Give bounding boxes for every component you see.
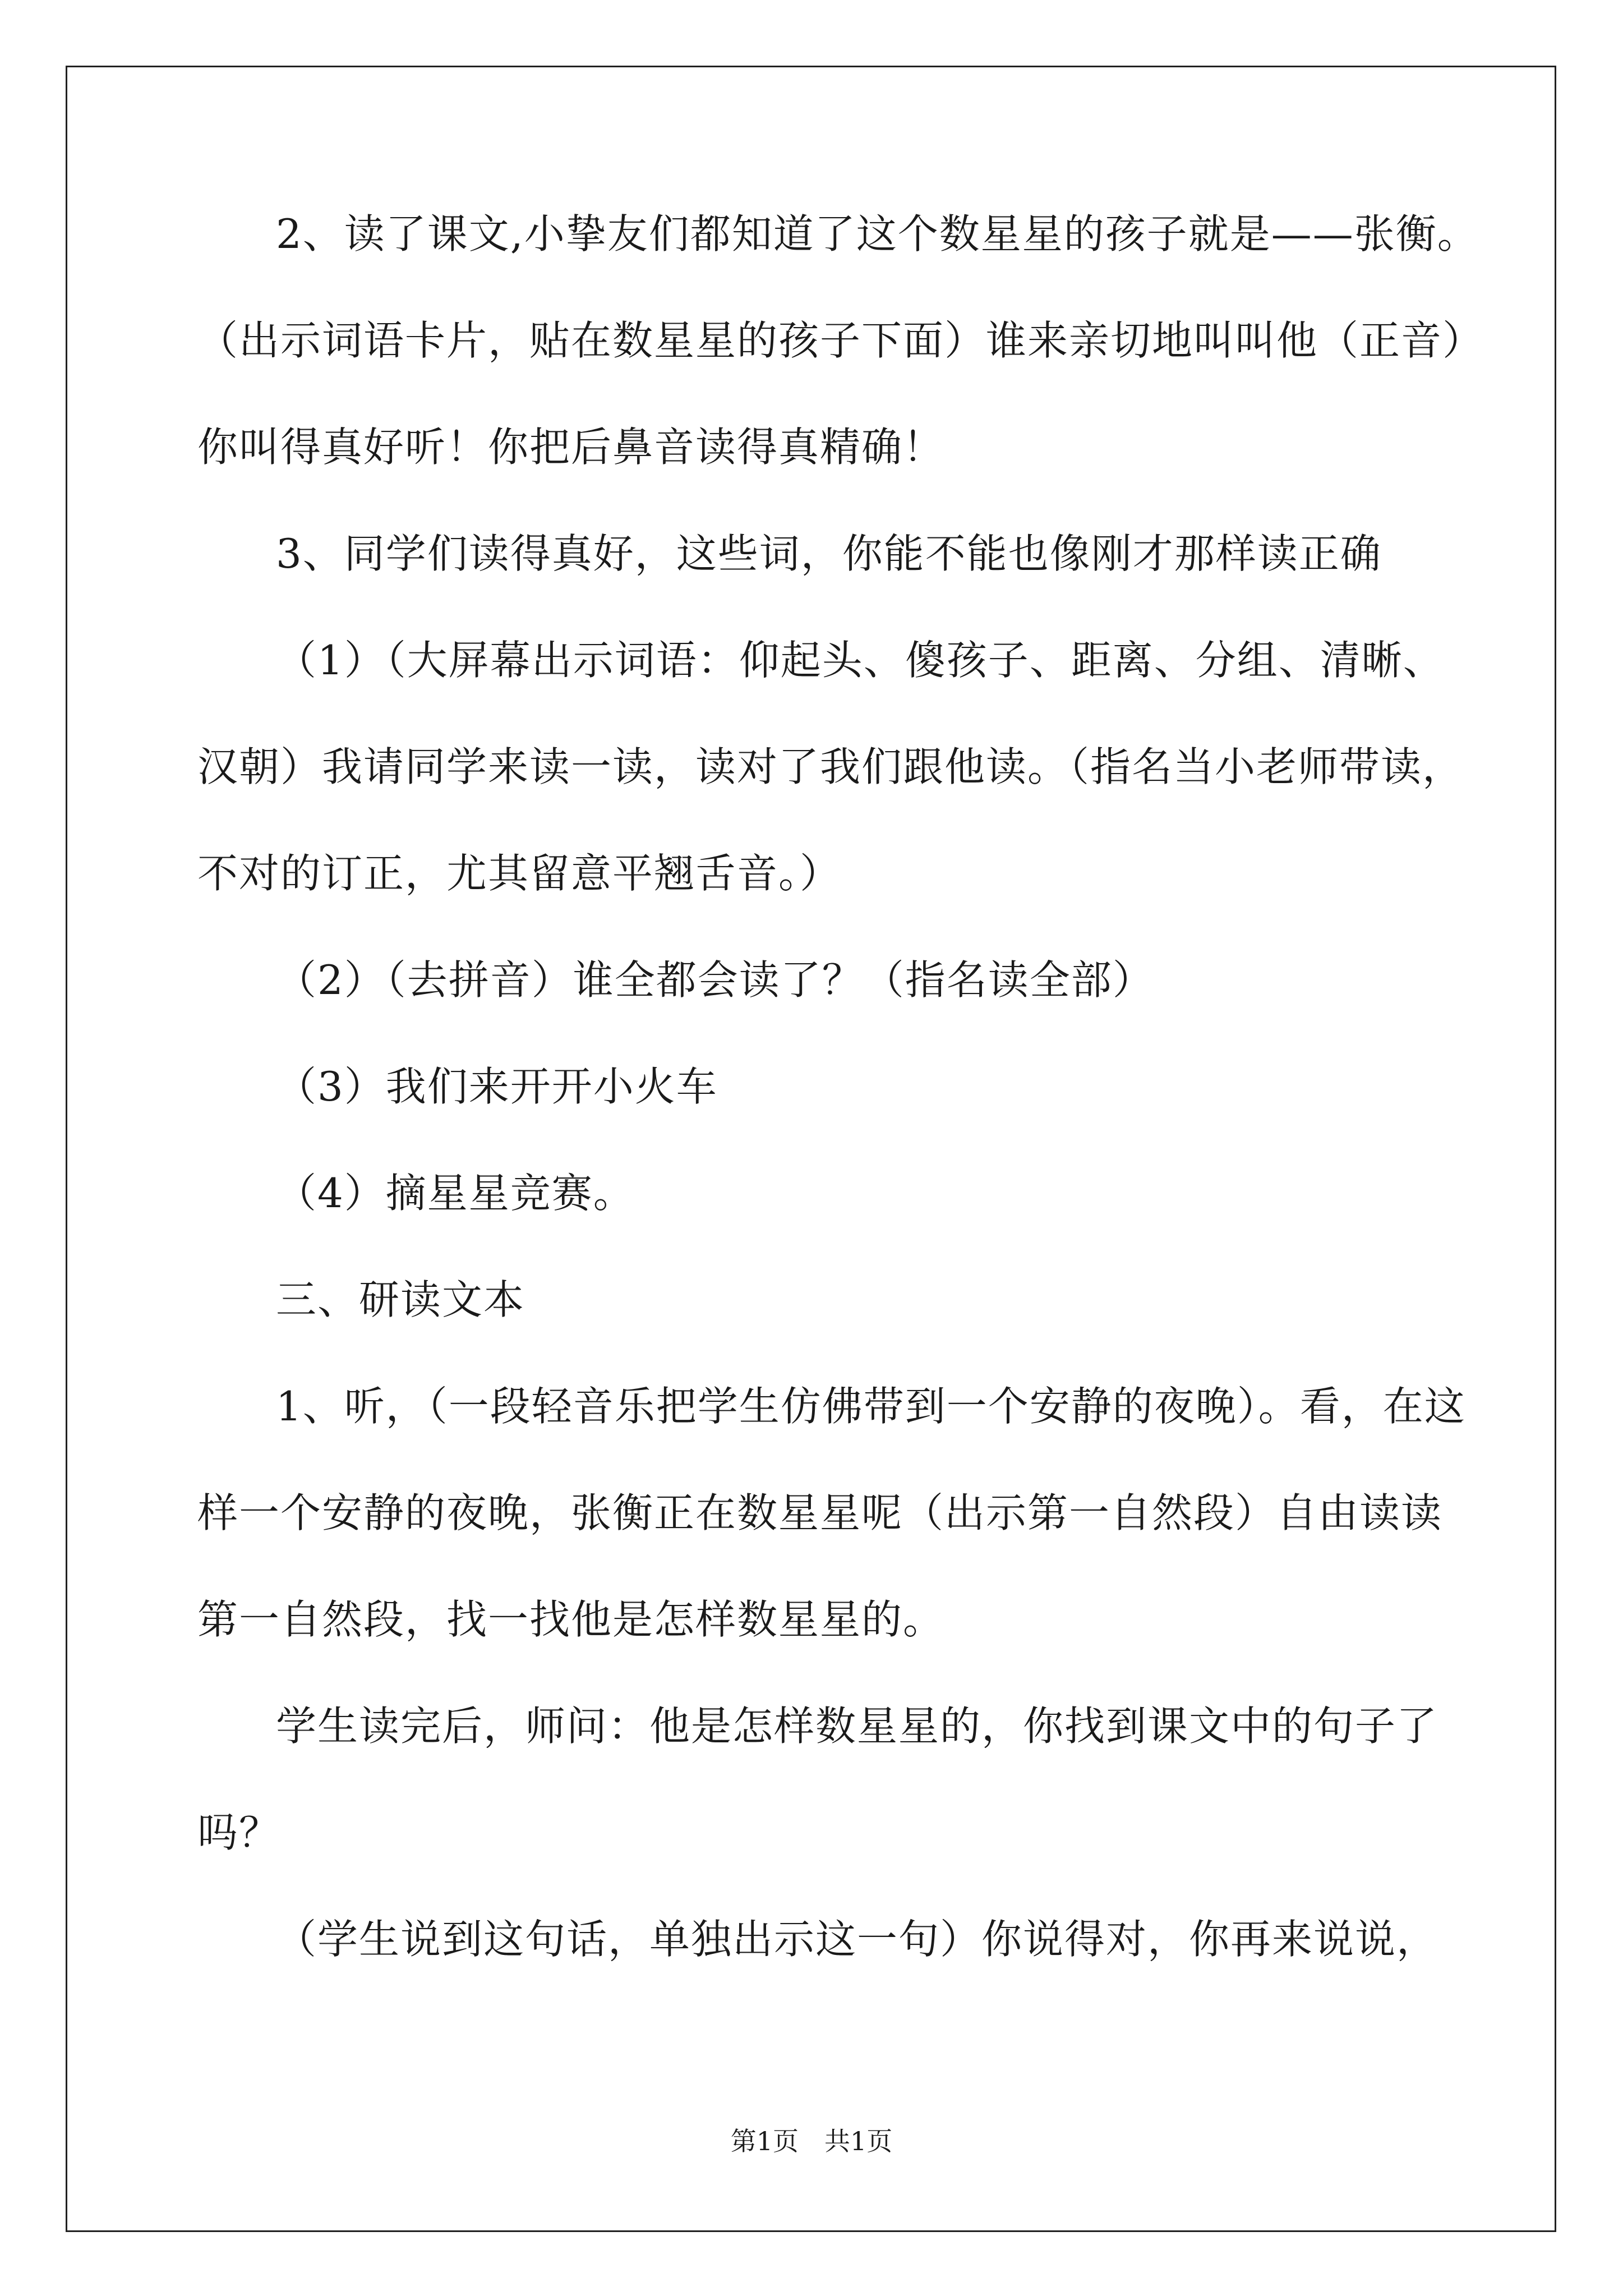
paragraph-line: （出示词语卡片，贴在数星星的孩子下面）谁来亲切地叫叫他（正音） bbox=[197, 317, 1484, 364]
paragraph-line: 汉朝）我请同学来读一读，读对了我们跟他读。（指名当小老师带读， bbox=[197, 743, 1464, 790]
page-border bbox=[66, 66, 1556, 2232]
paragraph-line: 3、同学们读得真好，这些词，你能不能也像刚才那样读正确 bbox=[276, 530, 1382, 577]
paragraph-line: 学生读完后，师问：他是怎样数星星的，你找到课文中的句子了 bbox=[276, 1703, 1438, 1750]
paragraph-line: 第一自然段，找一找他是怎样数星星的。 bbox=[197, 1596, 945, 1643]
paragraph-line: （1）（大屏幕出示词语：仰起头、傻孩子、距离、分组、清晰、 bbox=[276, 637, 1445, 684]
paragraph-line: 吗？ bbox=[197, 1809, 281, 1856]
paragraph-line: 不对的订正，尤其留意平翘舌音。） bbox=[197, 850, 842, 897]
paragraph-line: 2、读了课文,小挚友们都知道了这个数星星的孩子就是——张衡。 bbox=[276, 210, 1479, 257]
paragraph-line: （2）（去拼音）谁全都会读了？（指名读全部） bbox=[276, 956, 1154, 1004]
paragraph-line: （3）我们来开开小火车 bbox=[276, 1063, 718, 1110]
paragraph-line: 样一个安静的夜晚，张衡正在数星星呢（出示第一自然段）自由读读 bbox=[197, 1489, 1443, 1536]
paragraph-line: （4）摘星星竞赛。 bbox=[276, 1170, 635, 1217]
paragraph-line: 1、听，（一段轻音乐把学生仿佛带到一个安静的夜晚）。看，在这 bbox=[276, 1383, 1466, 1430]
paragraph-line: （学生说到这句话，单独出示这一句）你说得对，你再来说说， bbox=[276, 1916, 1438, 1963]
section-heading: 三、研读文本 bbox=[276, 1276, 525, 1323]
page-footer: 第1页 共1页 bbox=[730, 2126, 893, 2156]
paragraph-line: 你叫得真好听！你把后鼻音读得真精确！ bbox=[197, 424, 945, 471]
